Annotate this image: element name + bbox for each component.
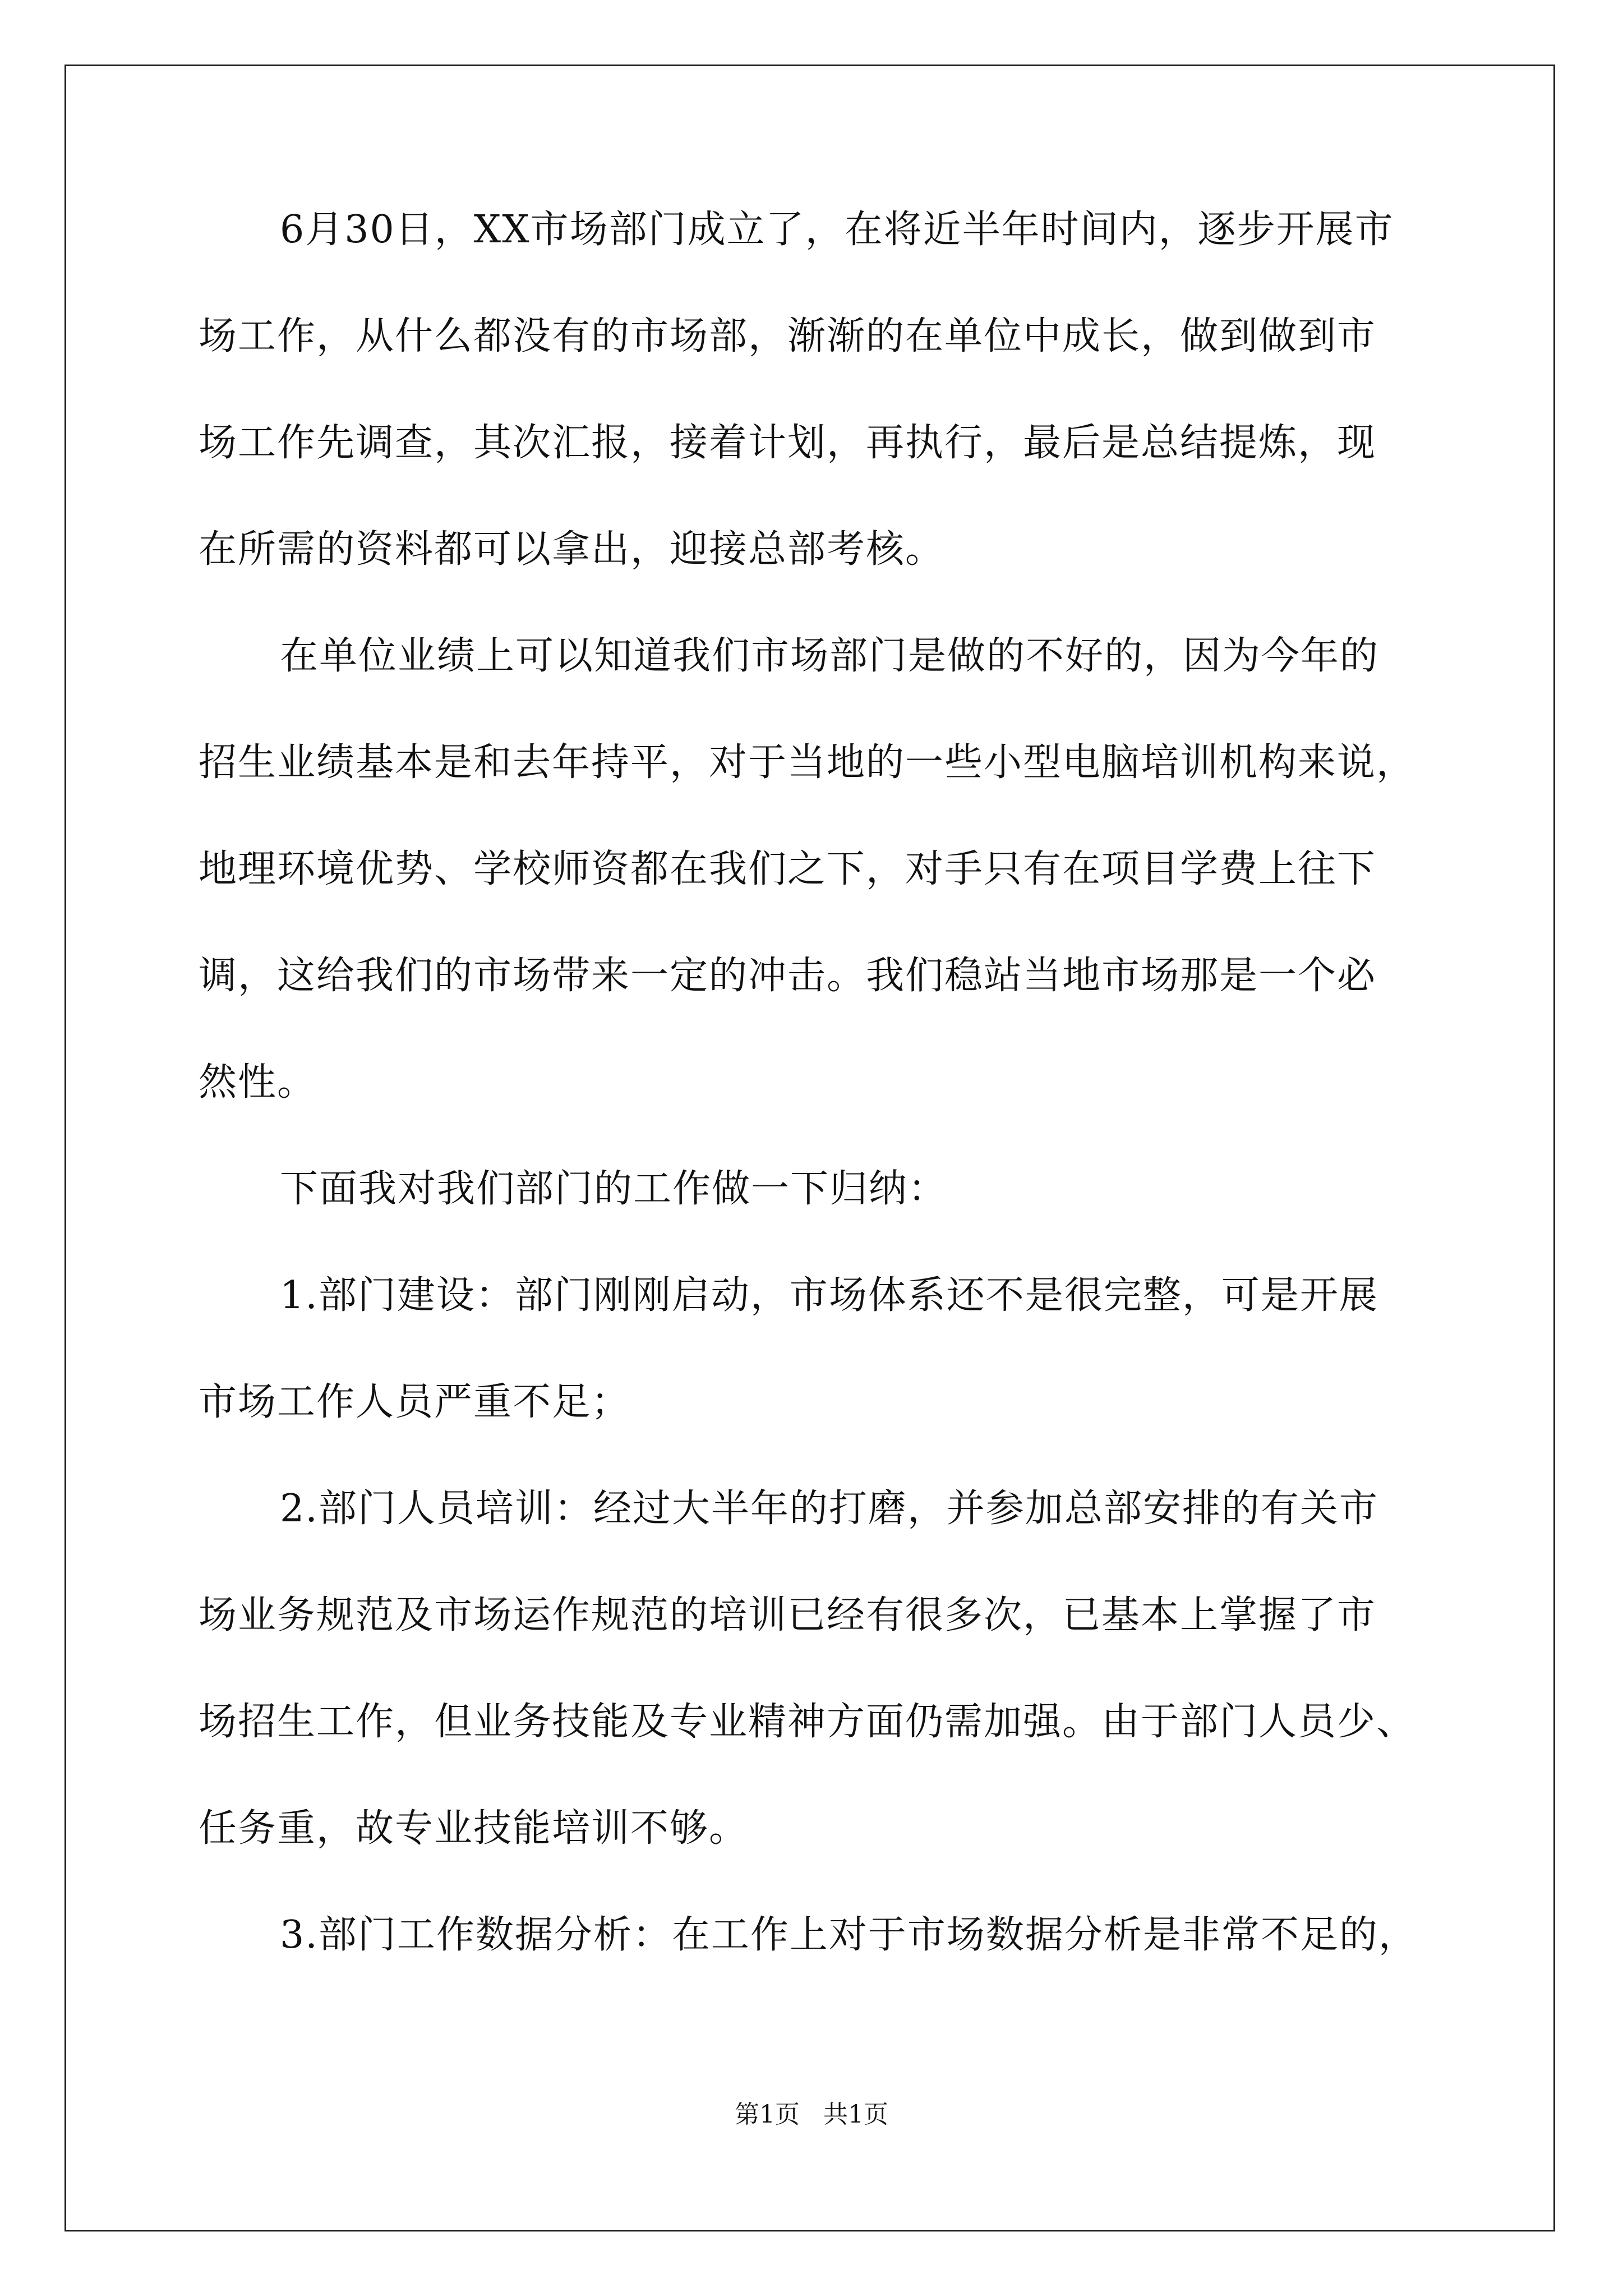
text-line: 场业务规范及市场运作规范的培训已经有很多次，已基本上掌握了市 (199, 1593, 1377, 1637)
text-line: 6月30日，XX市场部门成立了，在将近半年时间内，逐步开展市 (280, 208, 1394, 252)
text-line: 场工作，从什么都没有的市场部，渐渐的在单位中成长，做到做到市 (199, 314, 1377, 358)
text-line: 市场工作人员严重不足； (199, 1380, 631, 1424)
text-line: 下面我对我们部门的工作做一下归纳： (280, 1167, 948, 1211)
text-line: 然性。 (199, 1060, 317, 1105)
text-line: 场招生工作，但业务技能及专业精神方面仍需加强。由于部门人员少、 (199, 1700, 1416, 1744)
text-line: 任务重，故专业技能培训不够。 (199, 1806, 749, 1851)
text-line: 场工作先调查，其次汇报，接着计划，再执行，最后是总结提炼，现 (199, 421, 1377, 465)
text-line: 招生业绩基本是和去年持平，对于当地的一些小型电脑培训机构来说， (199, 740, 1416, 785)
text-line: 地理环境优势、学校师资都在我们之下，对手只有在项目学费上往下 (199, 847, 1377, 891)
text-line: 3.部门工作数据分析：在工作上对于市场数据分析是非常不足的， (280, 1913, 1418, 1957)
text-line: 在所需的资料都可以拿出，迎接总部考核。 (199, 527, 945, 572)
text-line: 在单位业绩上可以知道我们市场部门是做的不好的，因为今年的 (280, 634, 1380, 678)
page-footer: 第1页 共1页 (735, 2100, 888, 2129)
page-border (64, 65, 1555, 2231)
text-line: 1.部门建设：部门刚刚启动，市场体系还不是很完整，可是开展 (280, 1273, 1378, 1318)
text-line: 2.部门人员培训：经过大半年的打磨，并参加总部安排的有关市 (280, 1487, 1378, 1531)
text-line: 调，这给我们的市场带来一定的冲击。我们稳站当地市场那是一个必 (199, 954, 1377, 998)
